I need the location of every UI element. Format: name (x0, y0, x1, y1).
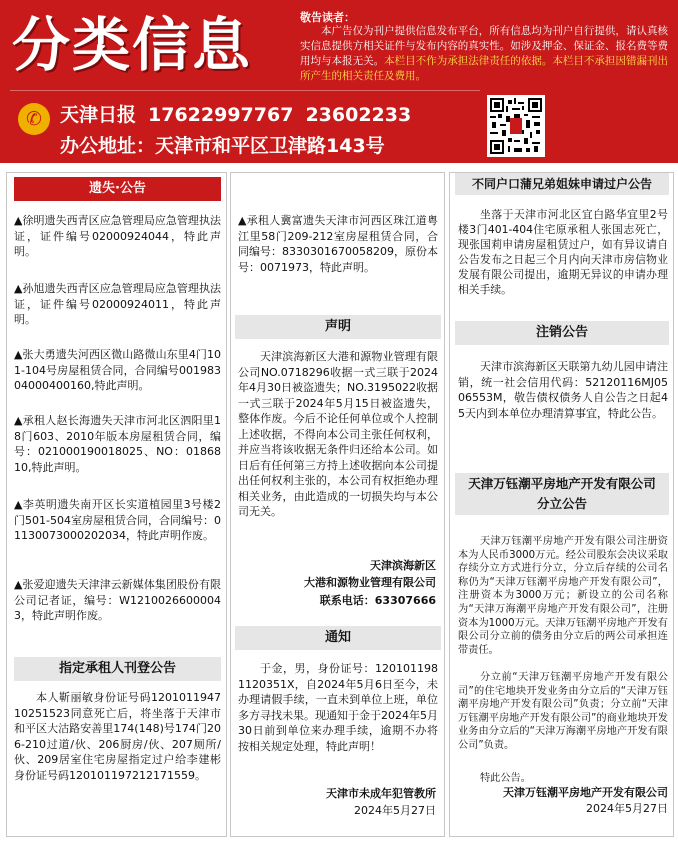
reader-notice-text-1: 本广告仅为刊户提供信息发布平台，所有信息均为刊户自行提供，请认真核实信息提供方相关证件与发布内容的真实性。如涉及押金、保证金、报名费等费用均与本报无关。 (300, 25, 668, 67)
statement-title: 声明 (235, 315, 441, 339)
split-notice-text-1: 天津万钰潮平房地产开发有限公司注册资本为人民币3000万元。经公司股东会决议采取存续分立方式进行分立，分立后存续的公司名称仍为“天津万钰潮平房地产开发有限公司”，注册资本为3000万元；新设立的公司名称为“天津万海潮平房地产开发有限公司”，注册资本为1000万元。天津万钰潮平房地产开发有限公司分立前的债务由分立后的两公司承担连带责任。 (458, 536, 668, 656)
transfer-notice-title: 不同户口蒲兄弟姐妹申请过户公告 (455, 173, 669, 195)
designated-tenant-title: 指定承租人刊登公告 (14, 657, 221, 681)
split-notice-title-2: 分立公告 (536, 496, 587, 511)
header-divider (10, 90, 480, 91)
notice-sign-org: 天津市未成年犯管教所 (326, 787, 436, 800)
cancel-notice-title: 注销公告 (455, 321, 669, 345)
split-notice-text-2: 分立前“天津万钰潮平房地产开发有限公司”的住宅地块开发业务由分立后的“天津万钰潮平房地产开发有限公司”负责；分立前“天津万钰潮平房地产开发有限公司”的商业地块开发业务由分立后的“天津万海潮平房地产开发有限公司”负责。 (458, 672, 668, 751)
statement-sign-1: 天津滨海新区 (370, 559, 436, 572)
office-address: 办公地址：天津市和平区卫津路143号 (60, 135, 385, 157)
notice-sign-date: 2024年5月27日 (354, 804, 436, 817)
lost-notice-title: 遗失·公告 (14, 177, 221, 201)
section-title-logo: 分类信息 (12, 12, 253, 78)
phone-icon: ✆ (18, 103, 50, 135)
column-3 (449, 172, 674, 837)
qr-code-icon (487, 95, 545, 157)
split-notice-title-1: 天津万钰潮平房地产开发有限公司 (468, 476, 656, 491)
split-sign-org: 天津万钰潮平房地产开发有限公司 (503, 786, 668, 799)
statement-sign-2: 大港和源物业管理有限公司 (304, 576, 436, 589)
notice-title: 通知 (235, 626, 441, 650)
reader-notice-text (300, 24, 668, 84)
notice-text: 于金，男，身份证号：120101198112035​1X，自2024年5月6日至今，未办理请假手续，一直未到单位上班，单位多方寻找未果。现通知于金于2024年5月30日前到单位来办理手续，逾期不办将按相关规定处理，特此声明！ (238, 662, 438, 753)
designated-tenant-text: 本人靳丽敏身份证号码120101194710251523同意死亡后，将坐落于天津市和平区大沽路安善里174(148)号174门206-210过道/伙、206厨房/伙、207厕所/伙、209居室住宅房屋指定过户给李建彬身份证号码120101197212171559。 (14, 691, 221, 782)
transfer-notice-text: 坐落于天津市河北区宜白路华宜里2号楼3门401-404住宅原承租人张国志死亡，现张国莉申请房屋租赁过户，如有异议请自公告发布之日起三个月内向天津市房信物业发展有限公司提出，逾期无异议的申请办理相关手续。 (458, 208, 668, 296)
lost-item-2: ▲孙旭遗失西青区应急管理局应急管理执法证，证件编号02000924011，特此声明。 (14, 282, 221, 326)
phone-number-2: 23602233 (305, 104, 412, 126)
column-2 (230, 172, 445, 837)
lost-item-6: ▲张爱迎遗失天津津云新媒体集团股份有限公司记者证，编号：W12100266000043，特此声明作废。 (14, 578, 221, 622)
lost-item-1: ▲徐明遗失西青区应急管理局应急管理执法证，证件编号02000924044，特此声明。 (14, 214, 221, 258)
split-notice-title (455, 473, 669, 515)
split-sign-date: 2024年5月27日 (586, 802, 668, 815)
lost-item-7: ▲承租人冀富遗失天津市河西区珠江道粤江里58门209-212室房屋租赁合同，合同编号：8330301670058209，原份本号：0071973，特此声明。 (238, 214, 438, 274)
lost-item-4: ▲承租人赵长海遗失天津市河北区泗阳里18门603、2010年版本房屋租赁合同，编号：021000190018025、NO：0186810,特此声明。 (14, 414, 221, 474)
statement-text: 天津滨海新区大港和源物业管理有限公司NO.0718296收据一式三联于2024年4月30日被盗遗失；NO.3195022收据一式三联于2024年5月15日被盗遗失，整体作废。今后不论任何单位或个人控制上述收据，不得向本公司主张任何权利，并应当将该收据无条件归还给本公司。如日后有任何第三方持上述收据向本公司提出任何权利主张的，本公司有权拒绝办理相关业务，由此造成的一切损失均与本公司无关。 (238, 350, 438, 518)
statement-phone: 联系电话：63307666 (319, 594, 436, 607)
header-banner (0, 0, 678, 163)
split-notice-text-3: 特此公告。 (480, 773, 531, 784)
phone-number-1: 17622997767 (148, 104, 294, 126)
cancel-notice-text: 天津市滨海新区天联第九幼儿园申请注销，统一社会信用代码：52120116MJ0506553M，敬告债权债务人自公告之日起45天内到本单位办理清算事宜，特此公告。 (458, 360, 668, 420)
column-1 (6, 172, 227, 837)
lost-item-5: ▲李英明遗失南开区长实道植园里3号楼2门501-504室房屋租赁合同，合同编号：01130073000202034，特此声明作废。 (14, 498, 221, 542)
reader-notice-text-2: 本栏目不作为承担法律责任的依据。本栏目不承担因错漏刊出所产生的相关责任及费用。 (300, 55, 669, 82)
contact-phones (60, 100, 423, 127)
lost-item-3: ▲张大勇遗失河西区微山路微山东里4门101-104号房屋租赁合同，合同编号00198304000400160,特此声明。 (14, 348, 221, 392)
reader-notice-heading: 敬告读者： (300, 11, 355, 24)
paper-name: 天津日报 (60, 104, 137, 126)
